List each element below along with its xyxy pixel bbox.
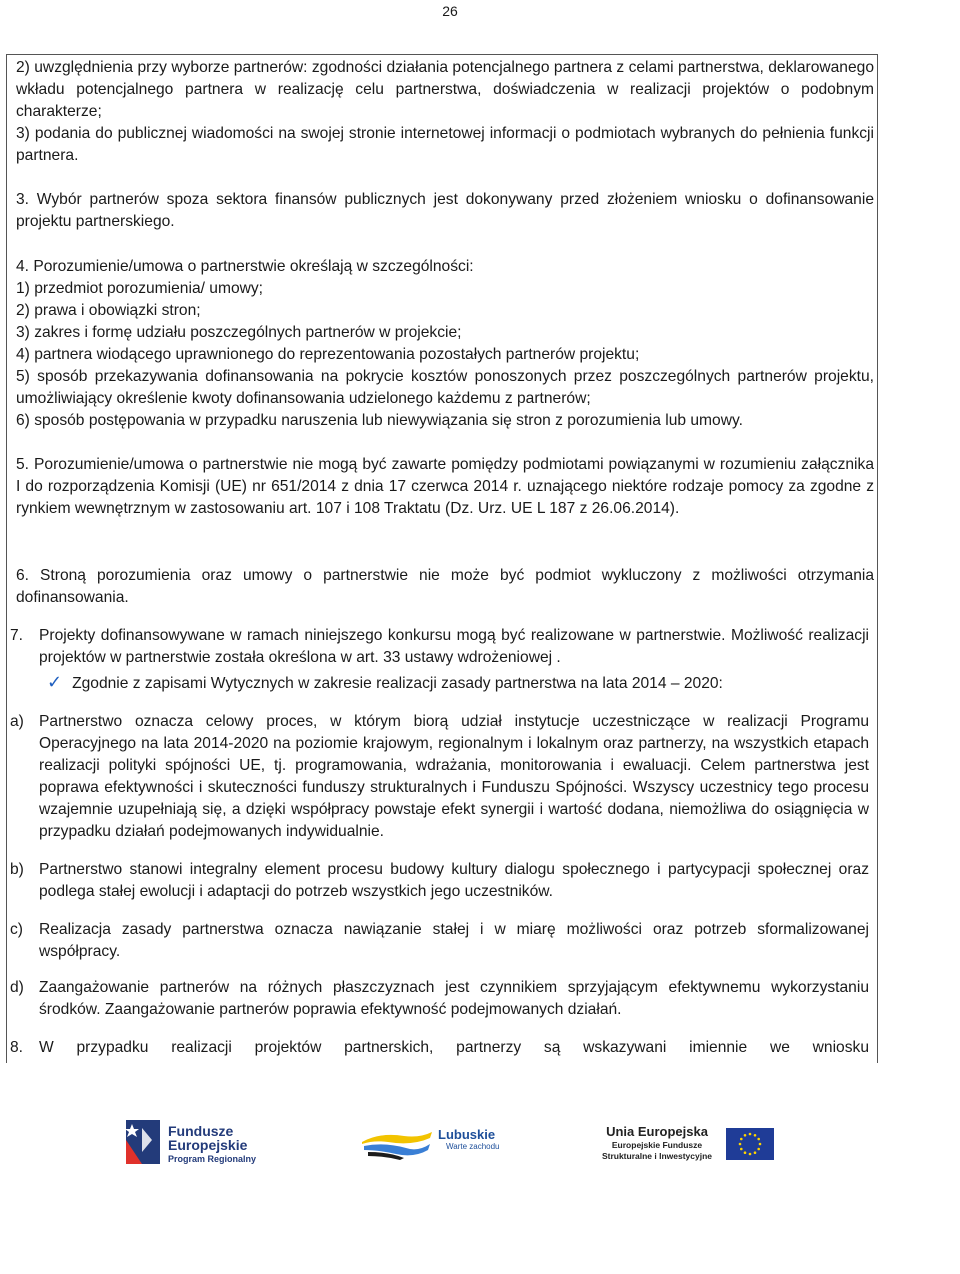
paragraph-4-item-5: 5) sposób przekazywania dofinansowania na pokrycie kosztów ponoszonych przez poszczególnych partnerów projektu, umożliwiający określenie kwoty dofinansowania udzielonego każdemu z partnerów;: [16, 368, 874, 407]
list-item-d-marker: d): [10, 979, 24, 996]
paragraph-6: 6. Stroną porozumienia oraz umowy o partnerstwie nie może być podmiot wykluczony z możliwości otrzymania dofinansowania.: [16, 567, 874, 606]
list-item-b-marker: b): [10, 861, 24, 878]
fe-title-2: Europejskie: [168, 1137, 248, 1153]
fundusze-europejskie-icon: [126, 1120, 160, 1164]
fe-subtitle: Program Regionalny: [168, 1154, 257, 1164]
list-item-c-marker: c): [10, 921, 23, 938]
intro-item-2: 2) uwzględnienia przy wyborze partnerów: zgodności działania potencjalnego partnera z celami partnerstwa, deklarowanego wkładu potencjalnego partnera w realizację celu partnerstwa, doświadczenia w realizacji projektów o podobnym charakterze;: [16, 59, 874, 120]
lubuskie-title: Lubuskie: [438, 1127, 496, 1142]
paragraph-4-heading: 4. Porozumienie/umowa o partnerstwie określają w szczególności:: [16, 258, 474, 275]
eu-flag-icon: [726, 1128, 774, 1160]
paragraph-4: [16, 256, 874, 432]
content-frame: [6, 54, 878, 1063]
list-item-a-marker: a): [10, 713, 24, 730]
unia-europejska-logo: [592, 1124, 722, 1162]
paragraph-7-number: 7.: [10, 627, 24, 644]
checklist-line: [47, 671, 723, 695]
fe-title-1: Fundusze: [168, 1123, 234, 1139]
intro-item-3: 3) podania do publicznej wiadomości na swojej stronie internetowej informacji o podmiotach wybranych do pełnienia funkcji partnera.: [16, 125, 874, 164]
lubuskie-slogan: Warte zachodu: [446, 1142, 500, 1151]
paragraph-8-text: W przypadku realizacji projektów partnerskich, partnerzy są wskazywani imiennie we wniosku: [39, 1039, 869, 1056]
list-item-d-text: Zaangażowanie partnerów na różnych płaszczyznach jest czynnikiem sprzyjającym efektywnemu wykorzystaniu środków. Zaangażowanie partnerów poprawia efektywność podejmowanych działań.: [39, 979, 869, 1018]
checklist-text: Zgodnie z zapisami Wytycznych w zakresie realizacji zasady partnerstwa na lata 2014 – 2020:: [72, 675, 723, 692]
paragraph-4-item-6: 6) sposób postępowania w przypadku naruszenia lub niewywiązania się stron z porozumienia lub umowy.: [16, 412, 743, 429]
footer-logos: [0, 1110, 960, 1180]
paragraph-4-item-1: 1) przedmiot porozumienia/ umowy;: [16, 280, 264, 297]
list-item-b-text: Partnerstwo stanowi integralny element procesu budowy kultury dialogu społecznego i partycypacji społecznej oraz podlega stałej ewolucji i adaptacji do potrzeb wszystkich jego uczestników.: [39, 861, 869, 900]
ue-title: Unia Europejska: [606, 1124, 708, 1139]
list-item-c-text: Realizacja zasady partnerstwa oznacza nawiązanie stałej i w miarę możliwości oraz potrzeb sformalizowanej współpracy.: [39, 921, 869, 960]
paragraph-7-text: Projekty dofinansowywane w ramach niniejszego konkursu mogą być realizowane w partnerstwie. Możliwość realizacji projektów w partnerstwie została określona w art. 33 ustawy wdrożeniowej .: [39, 627, 869, 666]
paragraph-4-item-2: 2) prawa i obowiązki stron;: [16, 302, 201, 319]
list-item-a-text: Partnerstwo oznacza celowy proces, w którym biorą udział instytucje uczestniczące w realizacji Programu Operacyjnego na lata 2014-2020 na poziomie krajowym, regionalnym i lokalnym oraz partnerzy, na wszystkich etapach realizacji polityki spójności UE, tj. programowania, wdrażania, monitorowania i ewaluacji. Celem partnerstwa jest poprawa efektywności i skuteczności funduszy strukturalnych i Funduszu Spójności. Wszyscy uczestnicy tego procesu wzajemnie uzupełniają się, a dzięki współpracy powstaje efekt synergii i wartość dodana, niemożliwa do osiągnięcia w przypadku działań podejmowanych indywidualnie.: [39, 713, 869, 840]
ue-subtitle-2: Strukturalne i Inwestycyjne: [601, 1151, 713, 1161]
paragraph-4-item-3: 3) zakres i formę udziału poszczególnych partnerów w projekcie;: [16, 324, 462, 341]
paragraph-4-item-4: 4) partnera wiodącego uprawnionego do reprezentowania pozostałych partnerów projektu;: [16, 346, 640, 363]
paragraph-3: 3. Wybór partnerów spoza sektora finansów publicznych jest dokonywany przed złożeniem wniosku o dofinansowanie projektu partnerskiego.: [16, 191, 874, 230]
ue-subtitle-1: Europejskie Fundusze: [611, 1140, 703, 1150]
page-number: 26: [442, 3, 458, 19]
paragraph-8-number: 8.: [10, 1039, 24, 1056]
paragraph-5: 5. Porozumienie/umowa o partnerstwie nie mogą być zawarte pomiędzy podmiotami powiązanymi w rozumieniu załącznika I do rozporządzenia Komisji (UE) nr 651/2014 z dnia 17 czerwca 2014 r. uznającego niektóre rodzaje pomocy za zgodne z rynkiem wewnętrznym w zastosowaniu art. 107 i 108 Traktatu (Dz. Urz. UE L 187 z 26.06.2014).: [16, 456, 874, 517]
checkmark-icon: ✓: [47, 672, 63, 692]
lubuskie-icon: [360, 1126, 434, 1162]
lubuskie-logo: [360, 1126, 500, 1169]
intro-list: [16, 57, 874, 167]
